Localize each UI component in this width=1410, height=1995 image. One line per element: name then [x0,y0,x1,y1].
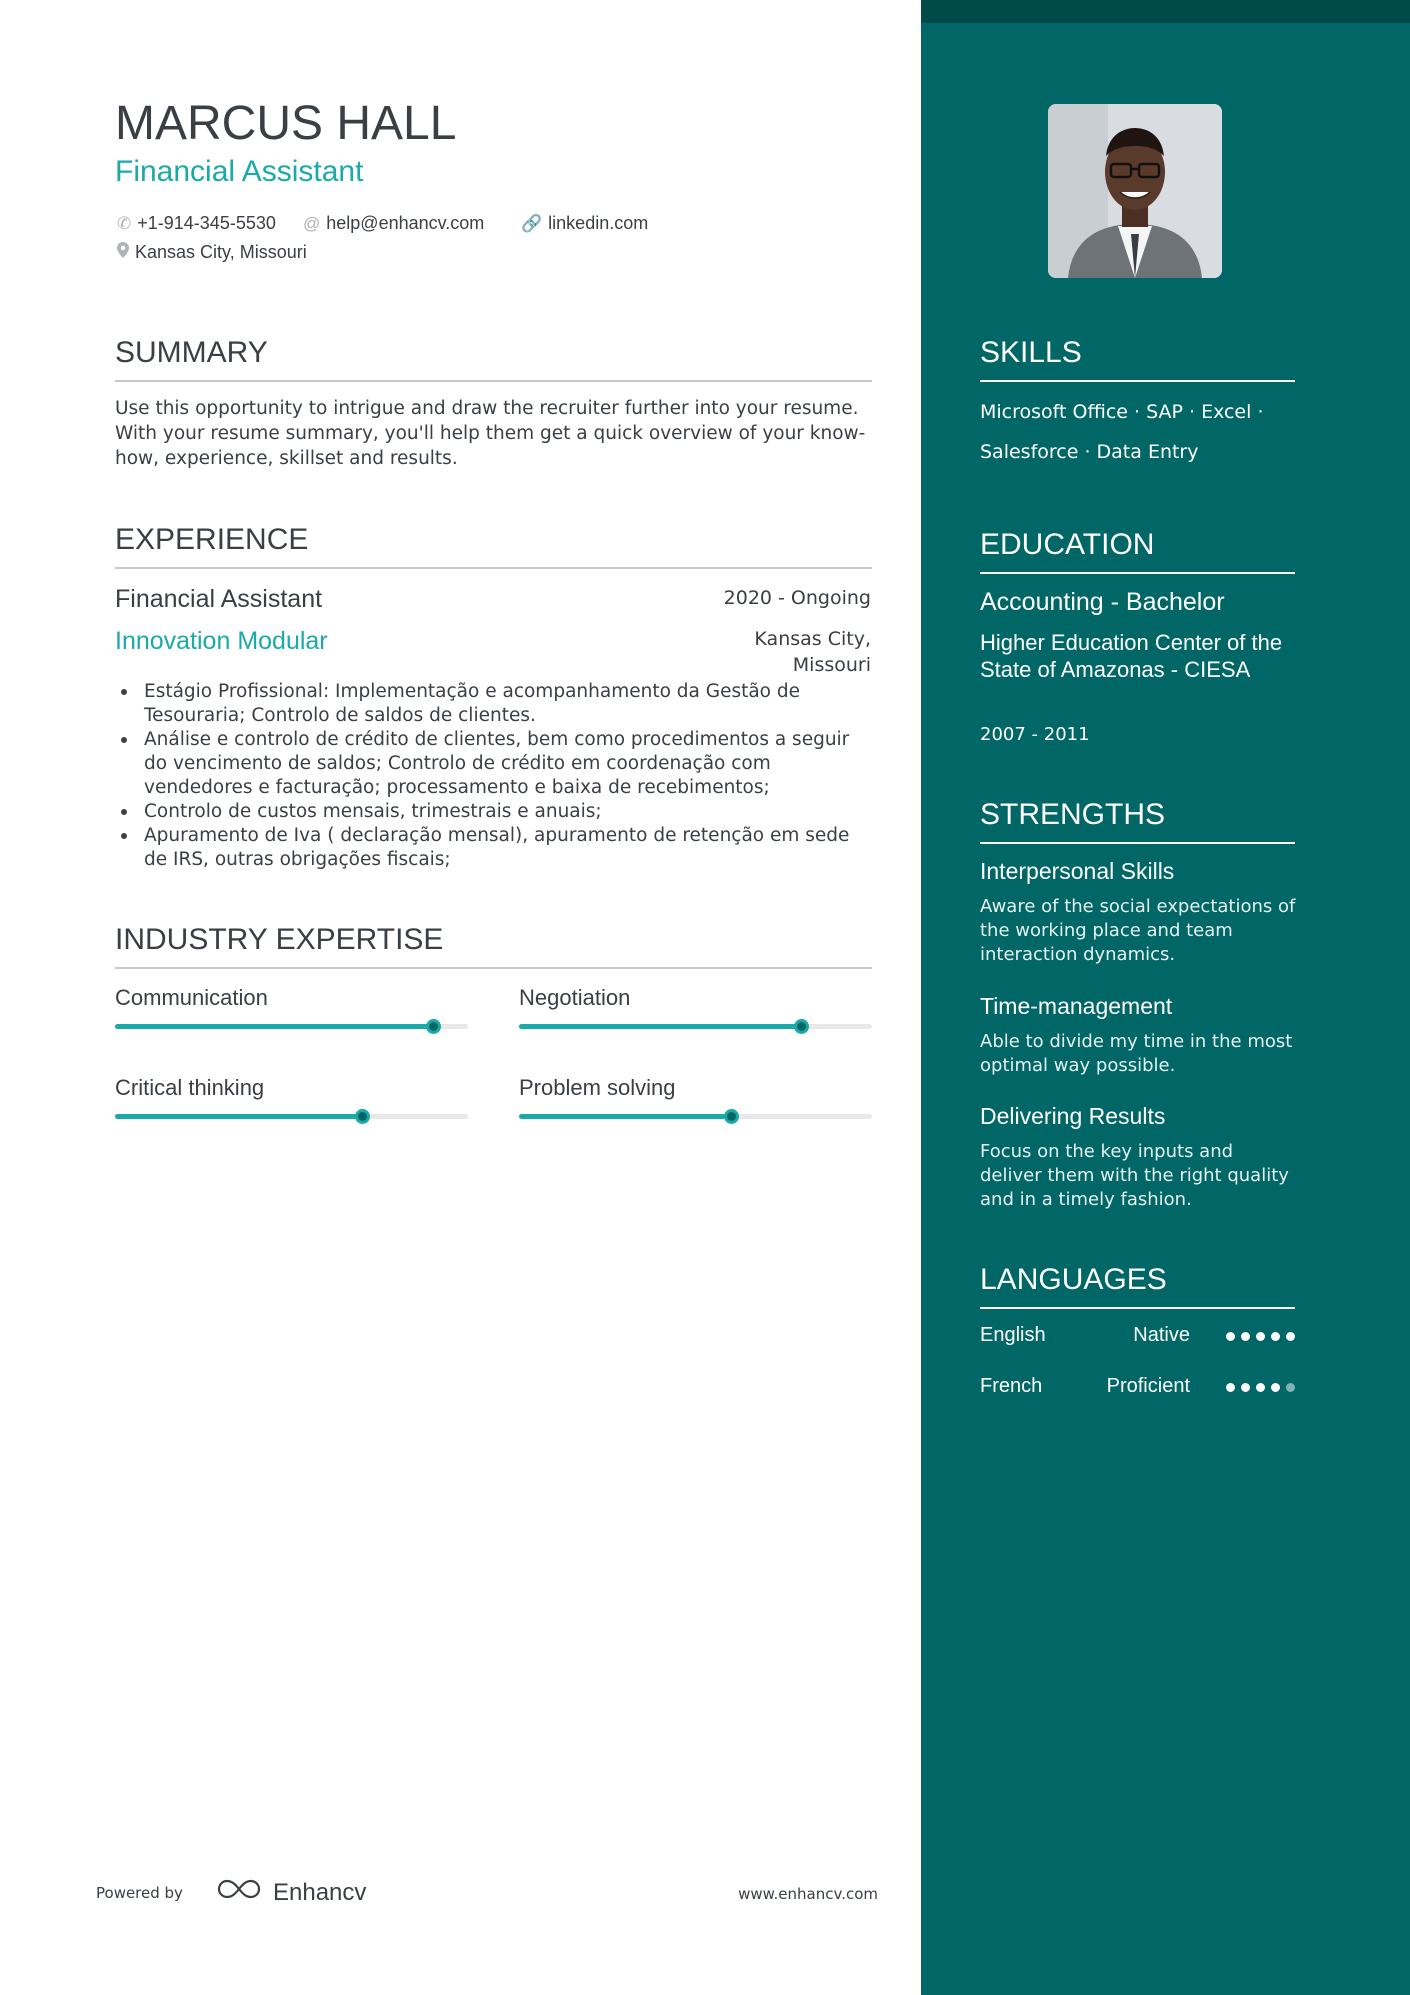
language-name: English [980,1324,1046,1346]
strength-desc: Able to divide my time in the most optimal way possible. [980,1031,1293,1076]
languages-heading: LANGUAGES [980,1265,1295,1309]
rating-dot-filled [1271,1332,1280,1341]
rating-dot-filled [1226,1383,1235,1392]
expertise-bar [519,1024,872,1029]
job-bullet: Controlo de custos mensais, trimestrais e anuais; [115,800,875,824]
job-bullet-list [115,680,875,872]
rating-dot-empty [1286,1383,1295,1392]
rating-dot-filled [1256,1383,1265,1392]
link-text[interactable]: linkedin.com [548,213,649,233]
expertise-label: Critical thinking [115,1075,265,1100]
language-row [980,1324,1295,1354]
language-row [980,1375,1295,1405]
expertise-bar-knob [724,1109,739,1124]
link-icon: 🔗 [521,213,543,233]
location-text: Kansas City, Missouri [135,241,307,262]
brand-name: Enhancv [273,1878,367,1906]
experience-heading: EXPERIENCE [115,525,872,569]
job-bullet: Apuramento de Iva ( declaração mensal), apuramento de retenção em sede de IRS, outras obrigações fiscais; [115,824,875,872]
rating-dot-filled [1226,1332,1235,1341]
summary-heading: SUMMARY [115,338,872,382]
expertise-item [115,1077,468,1099]
job-location: Kansas City, Missouri [754,628,871,676]
strength-desc: Aware of the social expectations of the working place and team interaction dynamics. [980,896,1296,965]
strength-title: Delivering Results [980,1103,1166,1129]
job-company: Innovation Modular [115,627,328,655]
expertise-bar-knob [794,1019,809,1034]
location-pin-icon [117,242,129,261]
expertise-label: Negotiation [519,985,631,1010]
job-title: Financial Assistant [115,585,323,613]
phone-contact [117,214,276,232]
powered-by-label: Powered by [96,1884,183,1902]
rating-dot-filled [1256,1332,1265,1341]
strength-desc: Focus on the key inputs and deliver them with the right quality and in a timely fashion. [980,1141,1289,1210]
sidebar [921,0,1410,1995]
candidate-name: MARCUS HALL [115,97,457,150]
location-contact [117,242,307,261]
expertise-bar-fill [115,1114,362,1119]
expertise-item [519,987,872,1009]
job-dates: 2020 - Ongoing [723,587,871,609]
summary-text: Use this opportunity to intrigue and draw the recruiter further into your resume. With your resume summary, you'll help them get a quick overview of your know-how, experience, skillset and results. [115,398,866,469]
infinity-logo-icon [215,1877,263,1908]
job-bullet: Estágio Profissional: Implementação e acompanhamento da Gestão de Tesouraria; Controlo de saldos de clientes. [115,680,875,728]
job-bullet: Análise e controlo de crédito de clientes, bem como procedimentos a seguir do vencimento de saldos; Controlo de crédito em coordenação com vendedores e facturação; processamento e baixa de recebimentos; [115,728,875,800]
expertise-bar-fill [519,1114,731,1119]
link-contact[interactable] [521,214,648,232]
sidebar-top-band [921,0,1410,23]
phone-icon: ✆ [117,213,132,233]
expertise-item [115,987,468,1009]
expertise-bar-knob [426,1019,441,1034]
rating-dot-filled [1241,1383,1250,1392]
at-icon: @ [303,213,321,233]
education-degree: Accounting - Bachelor [980,588,1225,616]
phone-text: +1-914-345-5530 [137,213,276,233]
expertise-bar [115,1114,468,1119]
expertise-bar-knob [355,1109,370,1124]
enhancv-logo[interactable] [215,1877,366,1908]
language-name: French [980,1375,1043,1397]
email-text[interactable]: help@enhancv.com [326,213,485,233]
skills-list: Microsoft Office · SAP · Excel · Salesforce · Data Entry [980,401,1264,463]
language-rating [1226,1383,1295,1392]
strengths-heading: STRENGTHS [980,800,1295,844]
expertise-bar-fill [519,1024,801,1029]
expertise-heading: INDUSTRY EXPERTISE [115,925,872,969]
education-dates: 2007 - 2011 [980,724,1090,745]
language-level: Native [1133,1324,1190,1346]
rating-dot-filled [1286,1332,1295,1341]
expertise-bar [519,1114,872,1119]
profile-photo [1048,104,1222,278]
candidate-headline: Financial Assistant [115,155,364,188]
language-level: Proficient [1106,1375,1190,1397]
education-school: Higher Education Center of the State of Amazonas - CIESA [980,630,1283,682]
email-contact[interactable] [303,214,484,232]
footer-site-link[interactable]: www.enhancv.com [738,1885,878,1903]
expertise-label: Problem solving [519,1075,676,1100]
expertise-bar [115,1024,468,1029]
expertise-label: Communication [115,985,268,1010]
skills-heading: SKILLS [980,338,1295,382]
expertise-item [519,1077,872,1099]
expertise-bar-fill [115,1024,433,1029]
rating-dot-filled [1241,1332,1250,1341]
rating-dot-filled [1271,1383,1280,1392]
strength-title: Interpersonal Skills [980,858,1175,884]
strength-title: Time-management [980,993,1173,1019]
education-heading: EDUCATION [980,530,1295,574]
language-rating [1226,1332,1295,1341]
